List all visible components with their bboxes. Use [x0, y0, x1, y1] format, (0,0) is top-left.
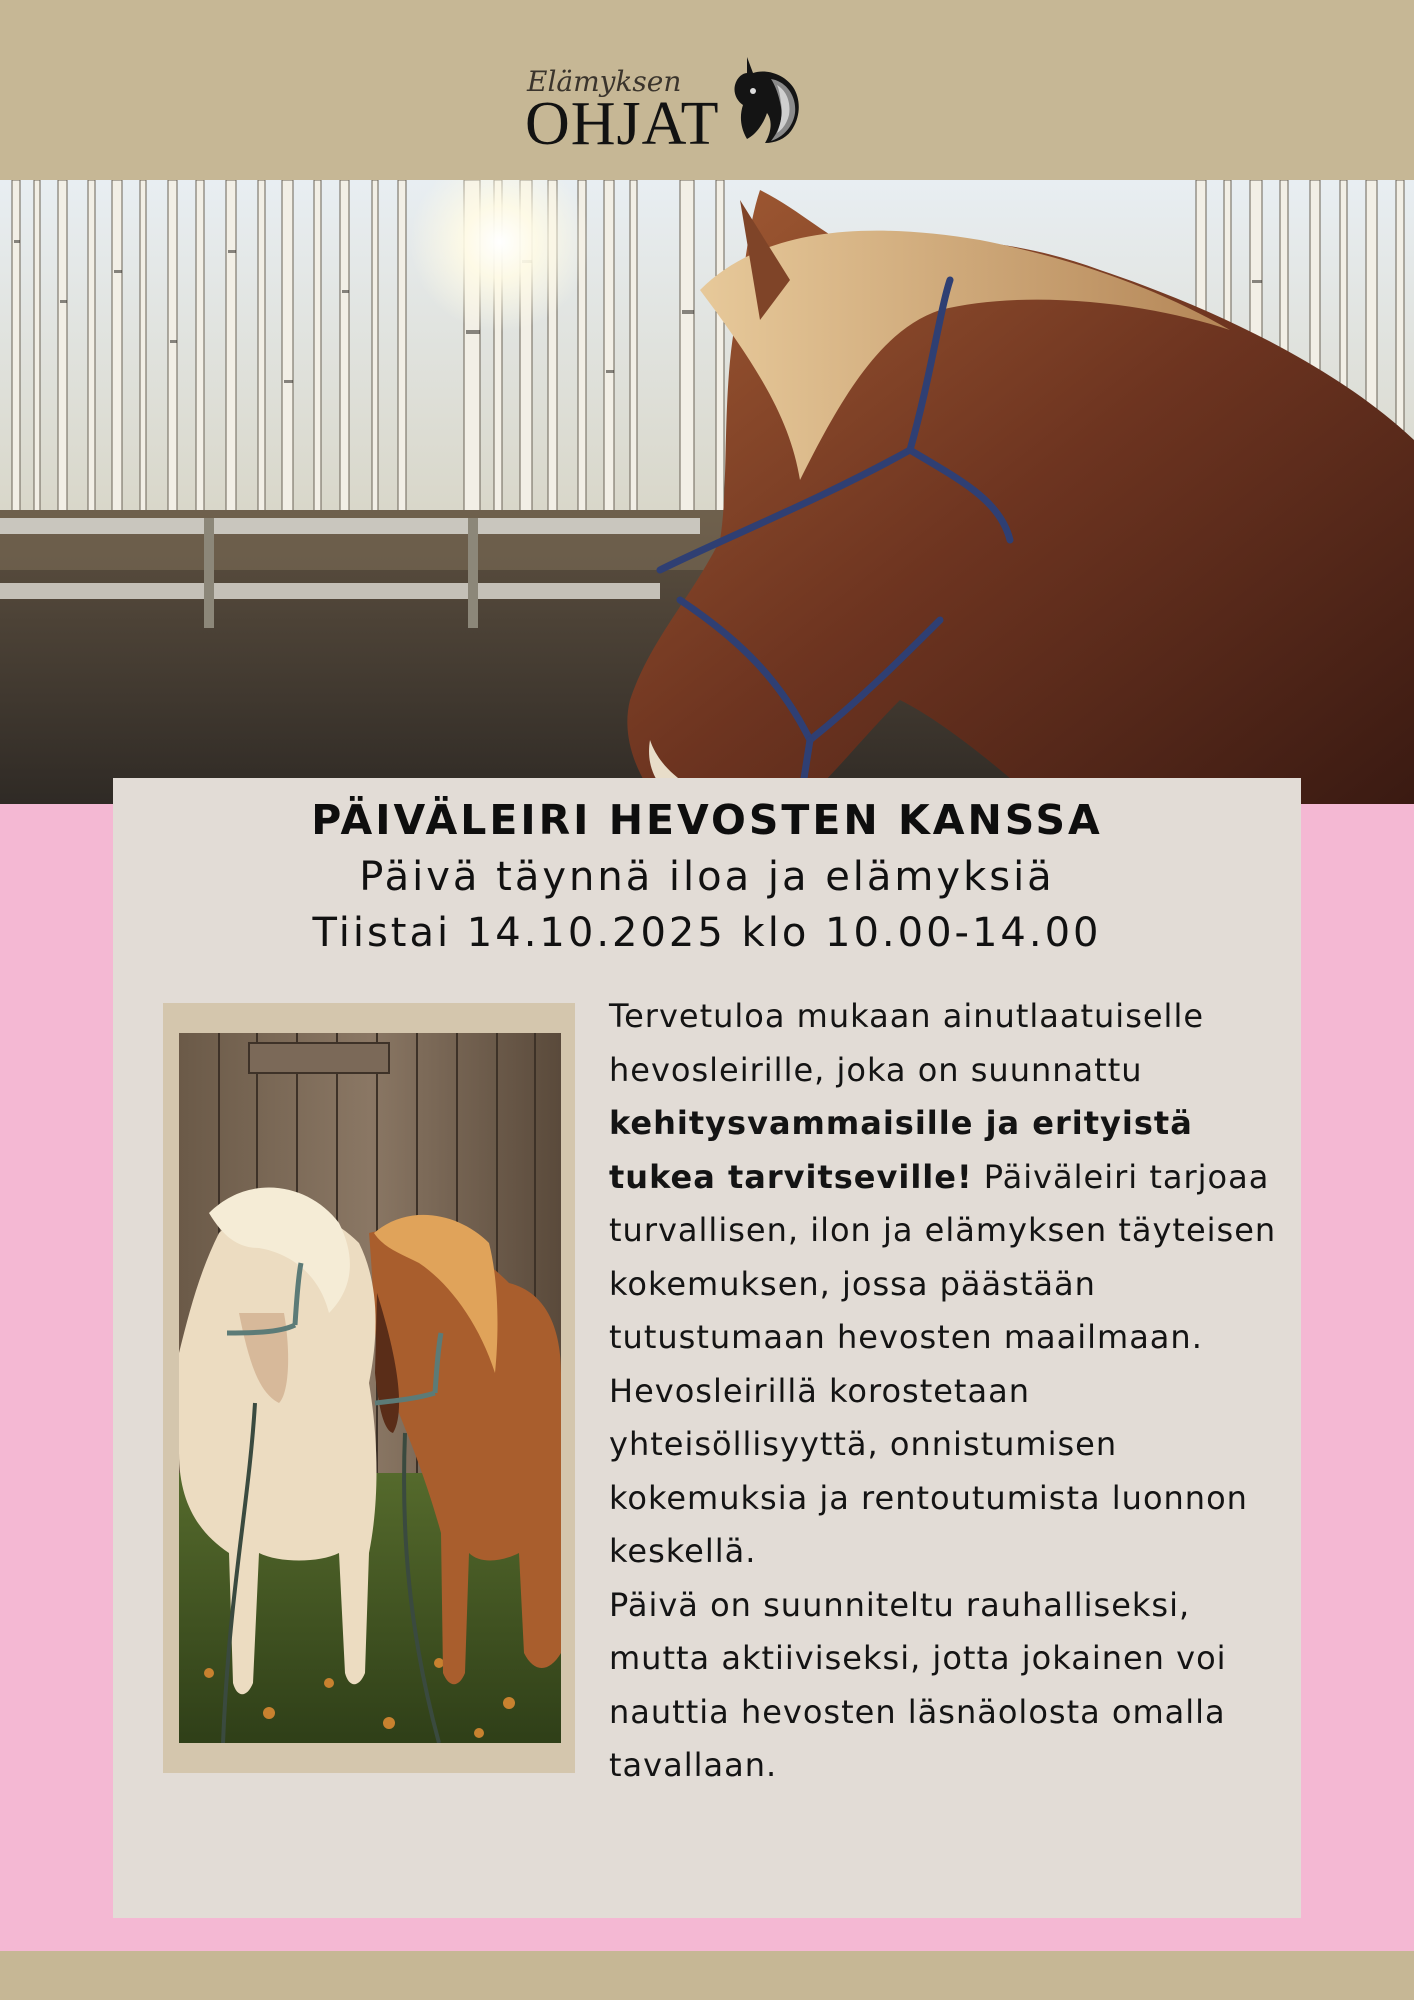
intro-rest-text: Päiväleiri tarjoaa turvallisen, ilon ja elämyksen täyteisen kokemuksen, jossa päästään tutustumaan hevosten maailmaan.: [609, 1157, 1277, 1356]
horse-head-photo-icon: [0, 180, 1414, 804]
horse-logo-icon: [725, 55, 805, 150]
description-paragraph-1: [609, 990, 1299, 1365]
header-banner: [0, 0, 1414, 180]
page-title: PÄIVÄLEIRI HEVOSTEN KANSSA: [311, 796, 1103, 844]
info-card: [113, 778, 1301, 1918]
event-date: Tiistai 14.10.2025 klo 10.00-14.00: [312, 910, 1102, 956]
logo-main-text: OHJAT: [525, 90, 720, 158]
two-ponies-photo-icon: [179, 1033, 561, 1743]
hero-photo: [0, 180, 1414, 804]
pony-photo-frame: [163, 1003, 575, 1773]
target-group-text: kehitysvammaisille ja erityistä tukea tarvitseville!: [609, 1104, 1193, 1196]
logo-script-text: Elämyksen: [527, 65, 682, 98]
intro-text: Tervetuloa mukaan ainutlaatuiselle hevosleirille, joka on suunnattu: [609, 997, 1205, 1089]
logo: [525, 55, 805, 165]
subtitle: Päivä täynnä iloa ja elämyksiä: [359, 854, 1055, 900]
description-text: [609, 990, 1299, 1793]
description-paragraph-3: Päivä on suunniteltu rauhalliseksi, mutta aktiiviseksi, jotta jokainen voi nauttia hevosten läsnäolosta omalla tavallaan.: [609, 1585, 1227, 1784]
description-paragraph-2: Hevosleirillä korostetaan yhteisöllisyyttä, onnistumisen kokemuksia ja rentoutumista luonnon keskellä.: [609, 1371, 1248, 1570]
footer-bar: [0, 1951, 1414, 2000]
